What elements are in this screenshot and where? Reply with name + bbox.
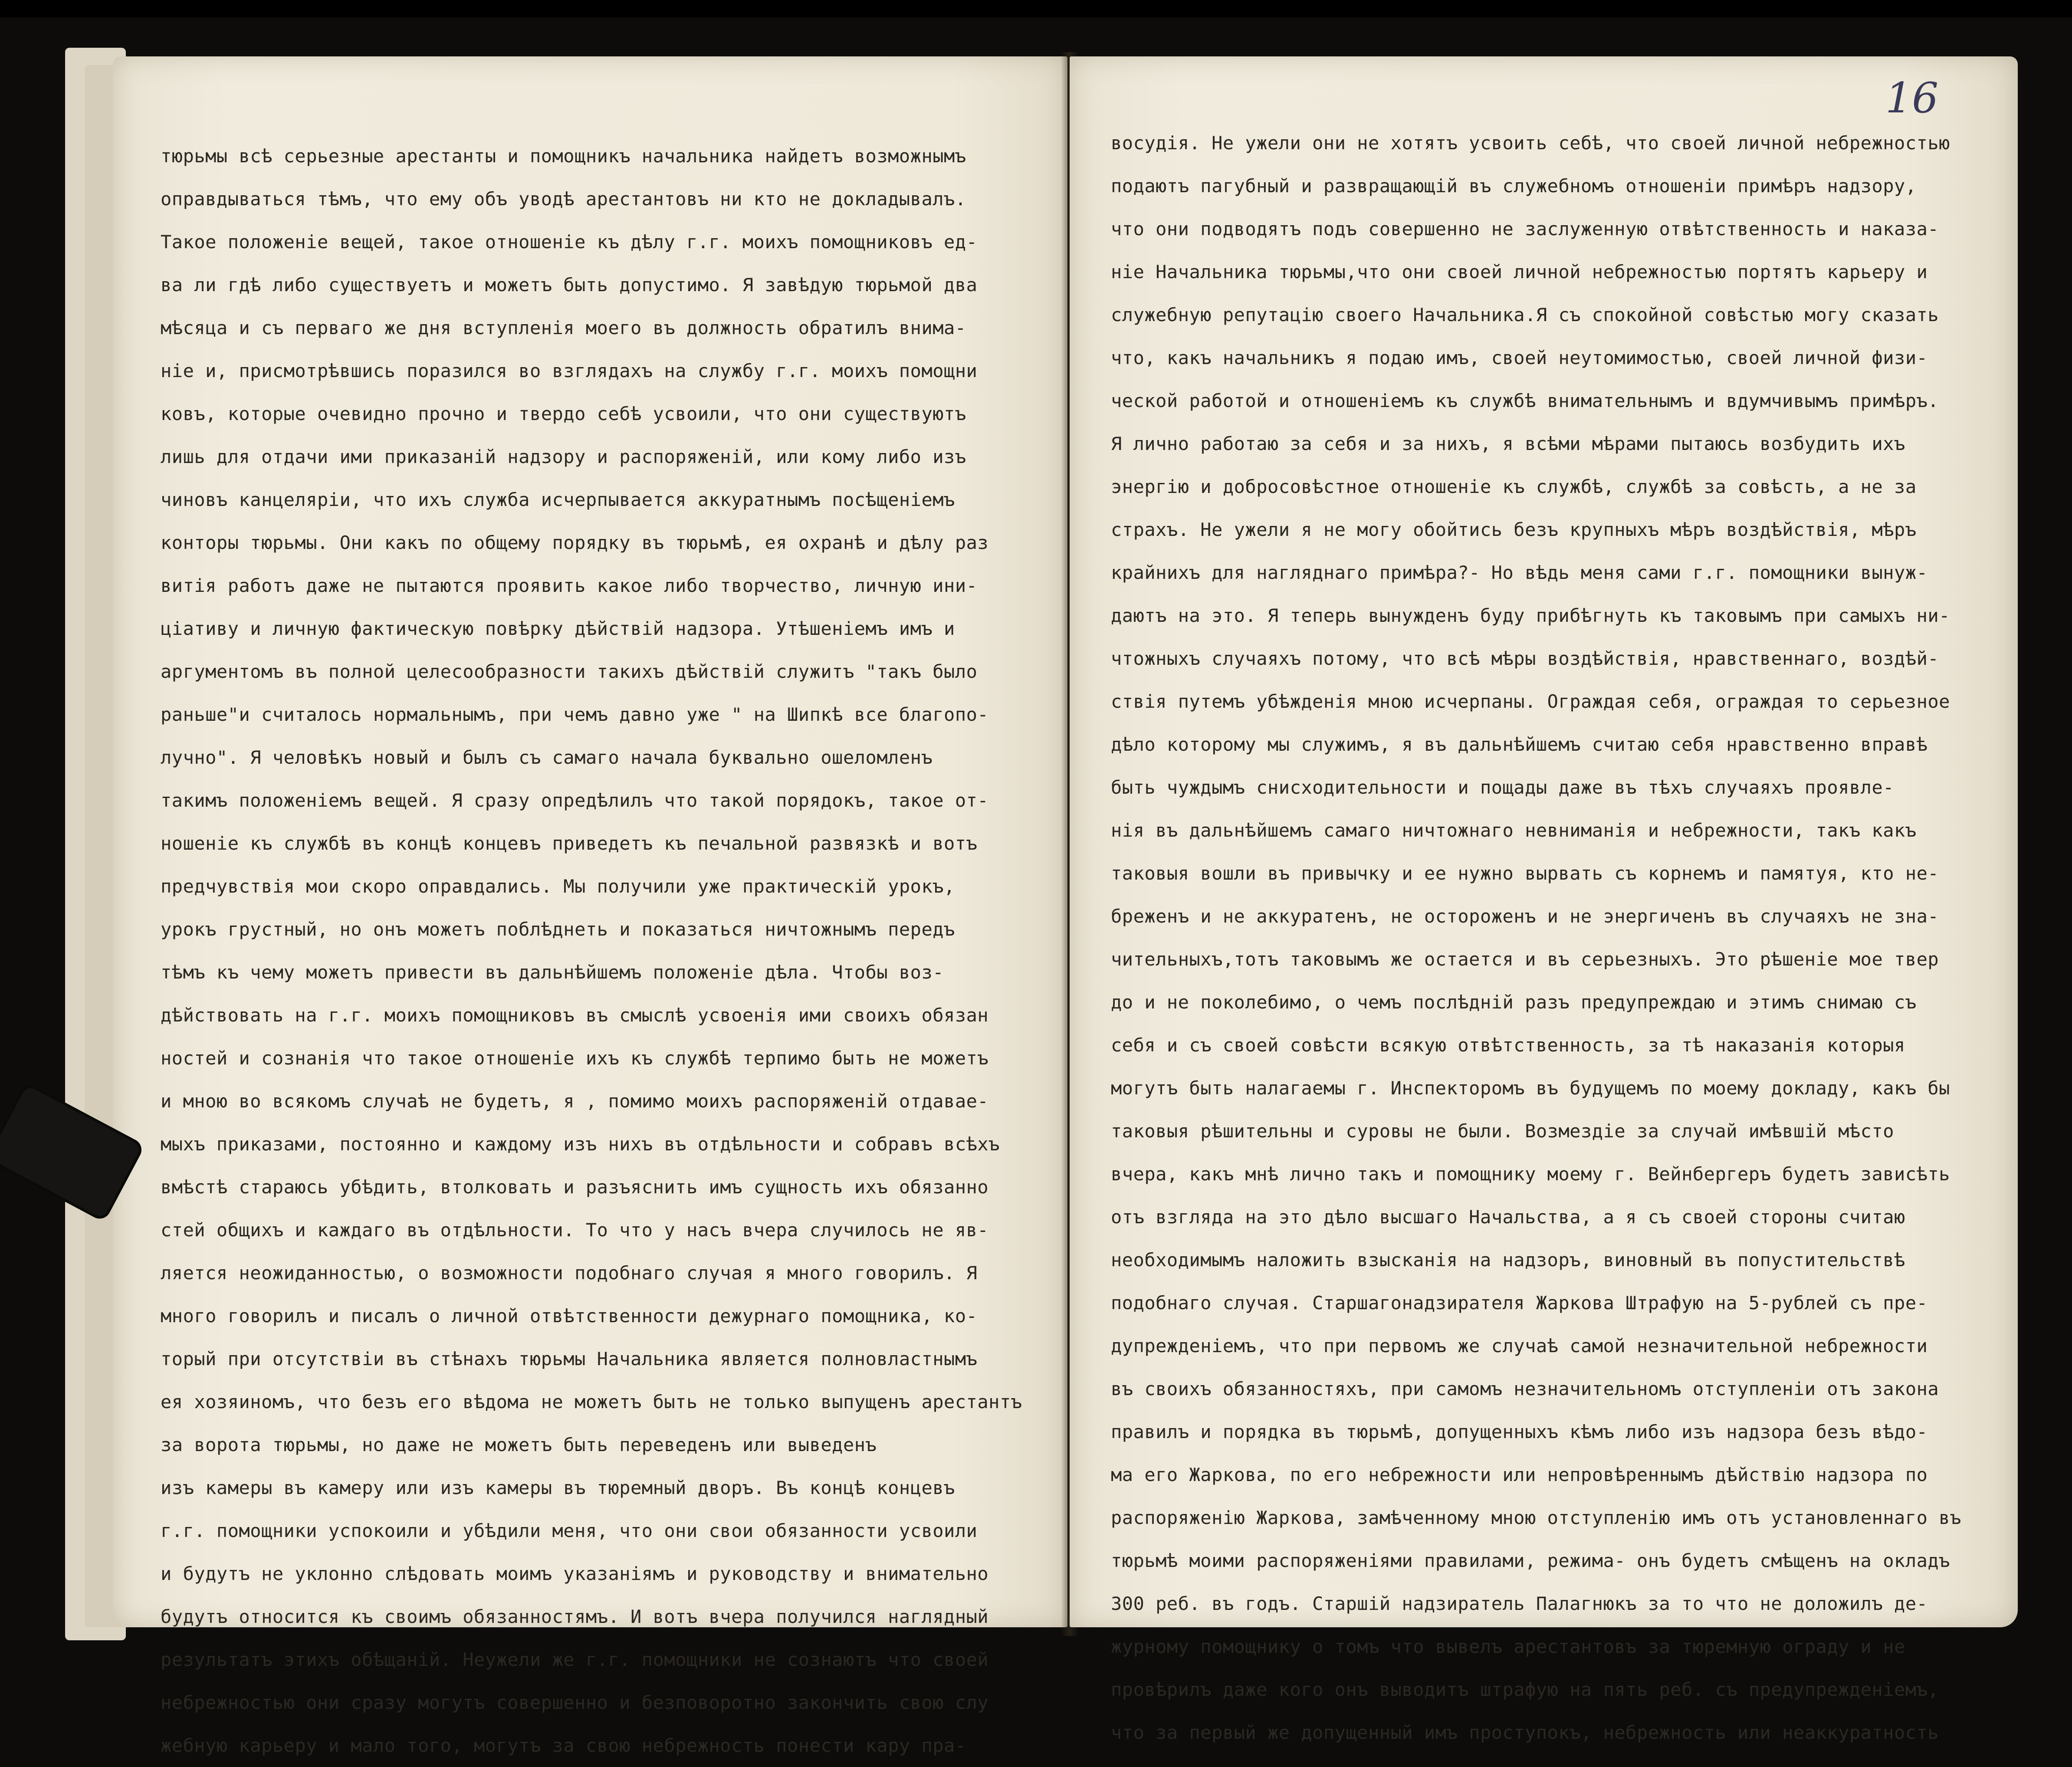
text-line: ціативу и личную фактическую повѣрку дѣйствій надзора. Утѣшеніемъ имъ и — [161, 618, 955, 639]
text-line: отъ взгляда на это дѣло высшаго Начальства, а я съ своей стороны считаю — [1111, 1206, 1905, 1228]
text-line: энергію и добросовѣстное отношеніе къ службѣ, службѣ за совѣсть, а не за — [1111, 476, 1917, 497]
text-line: конторы тюрьмы. Они какъ по общему порядку въ тюрьмѣ, ея охранѣ и дѣлу раз — [161, 532, 989, 553]
text-line: ніе и, присмотрѣвшись поразился во взглядахъ на службу г.г. моихъ помощни — [161, 360, 978, 381]
text-line: служебную репутацію своего Начальника.Я съ спокойной совѣстью могу сказать — [1111, 304, 1939, 325]
text-line: дупрежденіемъ, что при первомъ же случаѣ самой незначительной небрежности — [1111, 1335, 1928, 1356]
text-line: ма его Жаркова, по его небрежности или непровѣреннымъ дѣйствію надзора по — [1111, 1464, 1928, 1485]
text-line: себя и съ своей совѣсти всякую отвѣтственность, за тѣ наказанія которыя — [1111, 1035, 1905, 1056]
text-line: много говорилъ и писалъ о личной отвѣтственности дежурнаго помощника, ко- — [161, 1305, 978, 1327]
text-line: и мною во всякомъ случаѣ не будетъ, я , помимо моихъ распоряженій отдавае- — [161, 1090, 989, 1112]
text-line: ковъ, которые очевидно прочно и твердо себѣ усвоили, что они существуютъ — [161, 403, 966, 424]
text-line: мыхъ приказами, постоянно и каждому изъ нихъ въ отдѣльности и собравъ всѣхъ — [161, 1133, 1000, 1155]
text-line: правилъ и порядка въ тюрьмѣ, допущенныхъ кѣмъ либо изъ надзора безъ вѣдо- — [1111, 1421, 1928, 1442]
text-line: ностей и сознанія что такое отношеніе ихъ къ службѣ терпимо быть не можетъ — [161, 1048, 989, 1069]
text-line: Такое положеніе вещей, такое отношеніе къ дѣлу г.г. моихъ помощниковъ ед- — [161, 231, 978, 253]
text-line: аргументомъ въ полной целесообразности такихъ дѣйствій служитъ "такъ было — [161, 661, 978, 682]
text-line: вчера, какъ мнѣ лично такъ и помощнику моему г. Вейнбергеръ будетъ зависѣть — [1111, 1163, 1950, 1185]
text-line: необходимымъ наложить взысканія на надзоръ, виновный въ попустительствѣ — [1111, 1249, 1905, 1271]
text-line: тюрьмы всѣ серьезные арестанты и помощникъ начальника найдетъ возможнымъ — [161, 145, 966, 167]
text-line: лучно". Я человѣкъ новый и былъ съ самаго начала буквально ошеломленъ — [161, 747, 933, 768]
text-line: предчувствія мои скоро оправдались. Мы получили уже практическій урокъ, — [161, 876, 955, 897]
text-line: вмѣстѣ стараюсь убѣдить, втолковать и разъяснить имъ сущность ихъ обязанно — [161, 1176, 989, 1198]
text-line: изъ камеры въ камеру или изъ камеры въ тюремный дворъ. Въ концѣ концевъ — [161, 1477, 955, 1498]
text-line: ствія путемъ убѣжденія мною исчерпаны. Ограждая себя, ограждая то серьезное — [1111, 691, 1950, 712]
text-line: тѣмъ къ чему можетъ привести въ дальнѣйшемъ положеніе дѣла. Чтобы воз- — [161, 962, 944, 983]
text-line: чительныхъ,тотъ таковымъ же остается и въ серьезныхъ. Это рѣшеніе мое твер — [1111, 949, 1939, 970]
text-line: витія работъ даже не пытаются проявить какое либо творчество, личную ини- — [161, 575, 978, 596]
text-line: таковыя вошли въ привычку и ее нужно вырвать съ корнемъ и памятуя, кто не- — [1111, 863, 1939, 884]
text-line: оправдываться тѣмъ, что ему объ уводѣ арестантовъ ни кто не докладывалъ. — [161, 188, 966, 210]
text-line: таковыя рѣшительны и суровы не были. Возмездіе за случай имѣвшій мѣсто — [1111, 1120, 1895, 1142]
text-line: что, какъ начальникъ я подаю имъ, своей неутомимостью, своей личной физи- — [1111, 347, 1928, 368]
text-line: мѣсяца и съ перваго же дня вступленія моего въ должность обратилъ внима- — [161, 317, 966, 338]
text-line: страхъ. Не ужели я не могу обойтись безъ крупныхъ мѣръ воздѣйствія, мѣръ — [1111, 519, 1917, 540]
text-line: за ворота тюрьмы, но даже не можетъ быть переведенъ или выведенъ — [161, 1434, 877, 1455]
text-line: дѣйствовать на г.г. моихъ помощниковъ въ смыслѣ усвоенія ими своихъ обязан — [161, 1005, 989, 1026]
page-number: 16 — [1885, 74, 1939, 122]
text-line: стей общихъ и каждаго въ отдѣльности. То что у насъ вчера случилось не яв- — [161, 1219, 989, 1241]
text-line: 300 реб. въ годъ. Старшій надзиратель Палагнюкъ за то что не доложилъ де- — [1111, 1593, 1928, 1614]
text-line: распоряженію Жаркова, замѣченному мною отступленію имъ отъ установленнаго въ — [1111, 1507, 1961, 1528]
text-line: такимъ положеніемъ вещей. Я сразу опредѣлилъ что такой порядокъ, такое от- — [161, 790, 989, 811]
left-page-text — [161, 135, 1067, 1767]
text-line: журному помощнику о томъ что вывелъ арестантовъ за тюремную ограду и не — [1111, 1636, 1905, 1657]
right-page-text — [1111, 122, 2018, 1754]
text-line: даютъ на это. Я теперь вынужденъ буду прибѣгнуть къ таковымъ при самыхъ ни- — [1111, 605, 1950, 626]
text-line: торый при отсутствіи въ стѣнахъ тюрьмы Начальника является полновластнымъ — [161, 1348, 978, 1370]
text-line: ва ли гдѣ либо существуетъ и можетъ быть допустимо. Я завѣдую тюрьмой два — [161, 274, 978, 296]
text-line: провѣрилъ даже кого онъ выводитъ штрафую на пять реб. съ предупрежденіемъ, — [1111, 1679, 1939, 1700]
text-line: быть чуждымъ снисходительности и пощады даже въ тѣхъ случаяхъ проявле- — [1111, 777, 1895, 798]
text-line: чиновъ канцеляріи, что ихъ служба исчерпывается аккуратнымъ посѣщеніемъ — [161, 489, 955, 510]
text-line: тюрьмѣ моими распоряженіями правилами, режима- онъ будетъ смѣщенъ на окладъ — [1111, 1550, 1950, 1571]
text-line: ея хозяиномъ, что безъ его вѣдома не можетъ быть не только выпущенъ арестантъ — [161, 1391, 1022, 1412]
text-line: и будутъ не уклонно слѣдовать моимъ указаніямъ и руководству и внимательно — [161, 1563, 989, 1584]
text-line: подобнаго случая. Старшагонадзирателя Жаркова Штрафую на 5-рублей съ пре- — [1111, 1292, 1928, 1314]
text-line: г.г. помощники успокоили и убѣдили меня, что они свои обязанности усвоили — [161, 1520, 978, 1541]
text-line: что они подводятъ подъ совершенно не заслуженную отвѣтственность и наказа- — [1111, 218, 1939, 240]
text-line: будутъ относится къ своимъ обязанностямъ. И вотъ вчера получился наглядный — [161, 1606, 989, 1627]
text-line: небрежностью они сразу могутъ совершенно и безповоротно закончить свою слу — [161, 1692, 989, 1713]
text-line: результатъ этихъ обѣщаній. Неужели же г.г. помощники не сознаютъ что своей — [161, 1649, 989, 1670]
text-line: Я лично работаю за себя и за нихъ, я всѣми мѣрами пытаюсь возбудить ихъ — [1111, 433, 1905, 454]
text-line: ческой работой и отношеніемъ къ службѣ внимательнымъ и вдумчивымъ примѣръ. — [1111, 390, 1939, 411]
text-line: что за первый же допущенный имъ проступокъ, небрежность или неаккуратность — [1111, 1722, 1939, 1743]
text-line: ляется неожиданностью, о возможности подобнаго случая я много говорилъ. Я — [161, 1262, 978, 1284]
text-line: въ своихъ обязанностяхъ, при самомъ незначительномъ отступленіи отъ закона — [1111, 1378, 1939, 1399]
text-line: раньше"и считалось нормальнымъ, при чемъ давно уже " на Шипкѣ все благопо- — [161, 704, 989, 725]
text-line: жебную карьеру и мало того, могутъ за свою небрежность понести кару пра- — [161, 1735, 966, 1756]
text-line: бреженъ и не аккуратенъ, не остороженъ и не энергиченъ въ случаяхъ не зна- — [1111, 906, 1939, 927]
left-page — [113, 56, 1067, 1756]
right-page — [1070, 56, 2018, 1743]
text-line: могутъ быть налагаемы г. Инспекторомъ въ будущемъ по моему докладу, какъ бы — [1111, 1077, 1950, 1099]
text-line: подаютъ пагубный и развращающій въ служебномъ отношеніи примѣръ надзору, — [1111, 175, 1917, 197]
scanner-border — [0, 0, 2072, 17]
text-line: до и не поколебимо, о чемъ послѣдній разъ предупреждаю и этимъ снимаю съ — [1111, 992, 1917, 1013]
text-line: ніе Начальника тюрьмы,что они своей личной небрежностью портятъ карьеру и — [1111, 261, 1928, 282]
text-line: дѣло которому мы служимъ, я въ дальнѣйшемъ считаю себя нравственно вправѣ — [1111, 734, 1928, 755]
text-line: крайнихъ для нагляднаго примѣра?- Но вѣдь меня сами г.г. помощники вынуж- — [1111, 562, 1928, 583]
text-line: чтожныхъ случаяхъ потому, что всѣ мѣры воздѣйствія, нравственнаго, воздѣй- — [1111, 648, 1939, 669]
text-line: лишь для отдачи ими приказаній надзору и распоряженій, или кому либо изъ — [161, 446, 966, 467]
text-line: урокъ грустный, но онъ можетъ поблѣднеть и показаться ничтожнымъ передъ — [161, 919, 955, 940]
text-line: восудія. Не ужели они не хотятъ усвоить себѣ, что своей личной небрежностью — [1111, 132, 1950, 154]
text-line: ношеніе къ службѣ въ концѣ концевъ приведетъ къ печальной развязкѣ и вотъ — [161, 833, 978, 854]
text-line: нія въ дальнѣйшемъ самаго ничтожнаго невниманія и небрежности, такъ какъ — [1111, 820, 1917, 841]
